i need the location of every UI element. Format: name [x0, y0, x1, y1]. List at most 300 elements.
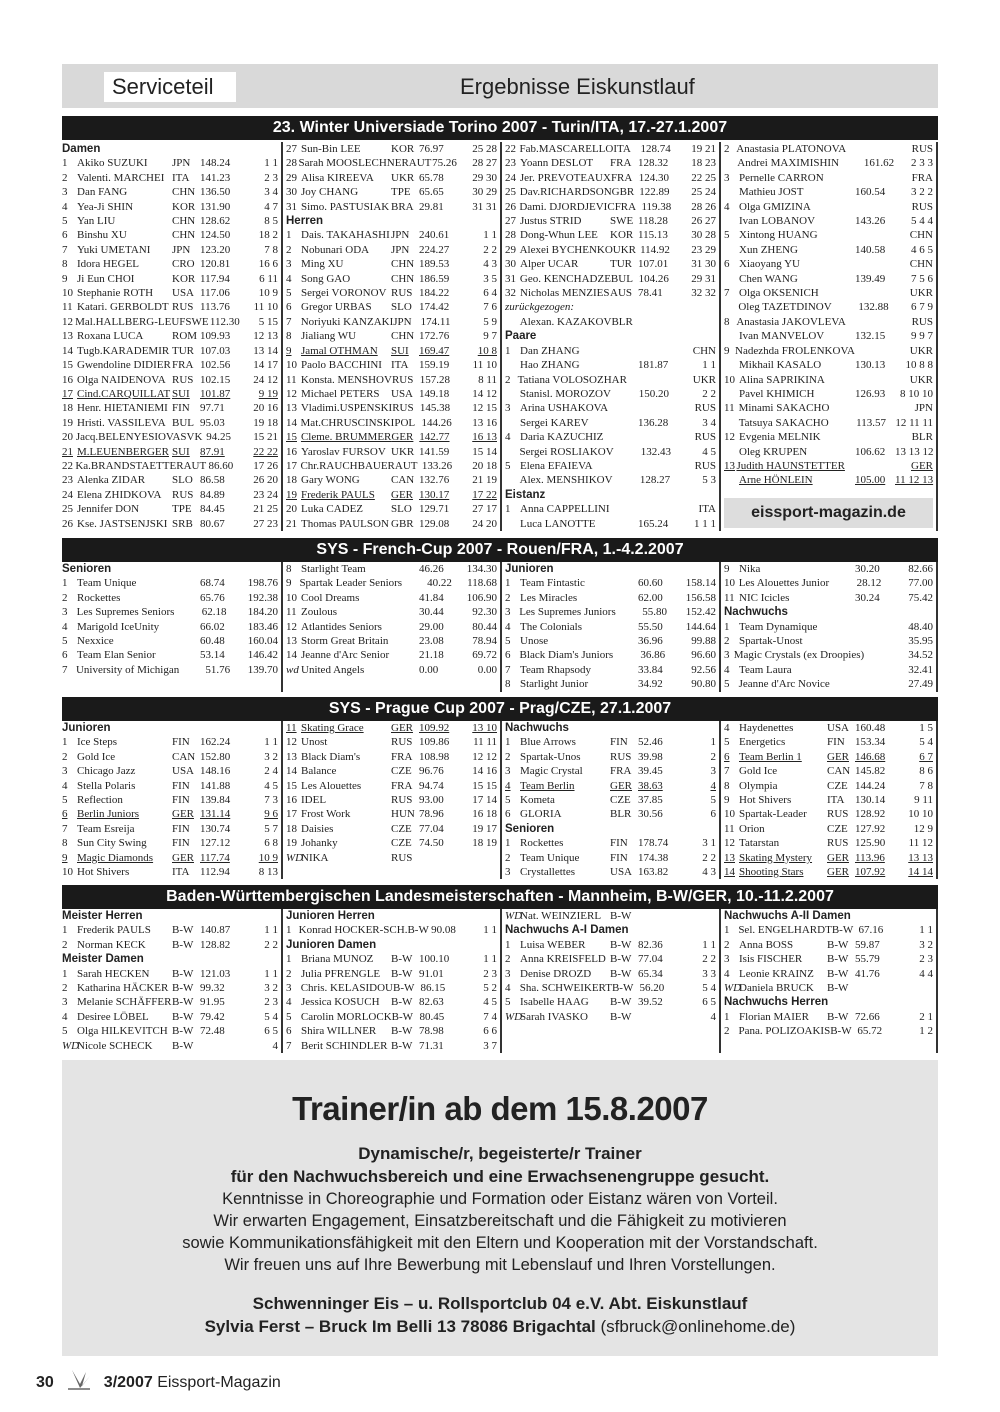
rank — [724, 358, 739, 372]
score: 41.84 — [419, 591, 444, 604]
score — [869, 315, 902, 329]
rank: 5 — [62, 1025, 68, 1038]
nation — [611, 387, 639, 401]
placings: 144.64 — [685, 620, 716, 633]
placings: 5 4 — [702, 982, 716, 995]
placings — [678, 909, 716, 923]
placings: 6 5 — [702, 996, 716, 1009]
score — [855, 286, 895, 300]
score: 132.76 — [419, 474, 450, 487]
placings: 3 2 — [264, 750, 278, 763]
name: Roxana LUCA — [77, 330, 144, 343]
placings: 3 2 — [919, 938, 933, 951]
score: 62.18 — [201, 606, 227, 619]
rank: 4 — [286, 996, 292, 1009]
result-row — [62, 620, 278, 634]
result-row — [724, 952, 933, 966]
issue: 3/2007 — [103, 1373, 153, 1391]
nation: SLO — [172, 474, 193, 487]
nation: FIN — [610, 837, 628, 850]
ad-contact: Sylvia Ferst – Bruck Im Belli 13 78086 Brigachtal — [204, 1317, 596, 1336]
nation: B-W — [391, 967, 413, 980]
name: Arne HÖNLEIN — [739, 474, 813, 487]
category-heading: Senioren — [62, 563, 112, 575]
score: 113.76 — [200, 301, 230, 314]
score: 129.08 — [419, 517, 450, 530]
result-row — [724, 750, 933, 764]
nation — [391, 648, 419, 662]
result-row — [505, 315, 716, 329]
results-column — [281, 142, 500, 531]
nation — [829, 576, 856, 590]
result-row — [505, 401, 716, 415]
name: Skating Grace — [301, 722, 364, 734]
rank: 3 — [62, 186, 68, 199]
score: 144.24 — [855, 779, 886, 792]
result-row — [62, 938, 278, 952]
name: Frost Work — [301, 808, 351, 821]
nation: B-W — [611, 982, 634, 995]
name: University of Michigan — [75, 663, 180, 676]
rank — [724, 329, 739, 343]
result-row — [62, 401, 278, 415]
name: Team Esreija — [77, 822, 135, 835]
score: 128.82 — [200, 938, 231, 951]
name: Anastasia JAKOVLEVA — [736, 315, 846, 328]
result-row — [286, 459, 497, 473]
placings: 6 8 — [264, 837, 278, 850]
name: Crystallettes — [520, 866, 575, 879]
rank: 20 — [286, 503, 297, 516]
nation: UKR — [612, 243, 637, 256]
name: Dong-Whun LEE — [520, 229, 598, 242]
score: 65.76 — [200, 591, 225, 604]
name: Jer. PREVOTEAUX — [519, 171, 611, 184]
nation: AUT — [408, 157, 432, 170]
name: Atlantides Seniors — [301, 620, 382, 633]
result-row — [505, 286, 716, 300]
nation: ITA — [172, 866, 190, 879]
score: 130.13 — [855, 359, 886, 372]
result-row — [724, 677, 933, 691]
rank: 2 — [62, 982, 68, 995]
score: 86.60 — [208, 459, 234, 472]
score: 162.24 — [200, 736, 231, 749]
name: Evgenia MELNIK — [739, 431, 821, 444]
name: Sarah IVASKO — [520, 1010, 588, 1023]
name: Les Alouettes — [301, 779, 362, 792]
placings: GER — [911, 459, 933, 472]
result-row — [286, 591, 497, 605]
nation: B-W — [610, 1010, 632, 1023]
rank: 4 — [62, 779, 68, 792]
nation: BUL — [172, 416, 194, 429]
nation — [610, 401, 638, 415]
result-row — [286, 663, 497, 677]
placings: 5 2 — [483, 982, 497, 995]
website-banner[interactable]: eissport-magazin.de — [724, 498, 933, 528]
score: 148.16 — [200, 765, 231, 778]
nation: ITA — [827, 794, 845, 807]
placings: 28 27 — [472, 157, 497, 170]
score: 65.34 — [638, 967, 663, 980]
nation: FRA — [610, 765, 632, 778]
score: 34.92 — [638, 678, 663, 691]
score: 80.67 — [200, 517, 225, 530]
nation: RUS — [391, 736, 413, 749]
placings: 29 30 — [472, 171, 497, 184]
name: Oleg TAZETDINOV — [738, 301, 832, 314]
result-row — [505, 995, 716, 1009]
result-row — [505, 851, 716, 865]
result-row — [286, 822, 497, 836]
nation: CHN — [391, 272, 415, 285]
score — [855, 430, 895, 444]
name: Pernelle CARRON — [739, 171, 824, 184]
result-row — [62, 865, 278, 879]
nation — [610, 459, 638, 473]
rank: 2 — [724, 143, 730, 155]
result-row — [286, 142, 497, 156]
score: 120.81 — [200, 258, 231, 271]
result-row — [724, 648, 933, 662]
category-heading: Junioren — [505, 563, 554, 575]
name: Storm Great Britain — [301, 635, 389, 648]
placings: 5 4 — [919, 736, 933, 749]
result-row — [724, 156, 933, 170]
placings: 3 5 — [483, 272, 497, 285]
nation: B-W — [172, 967, 194, 980]
result-row — [505, 952, 716, 966]
result-row — [62, 200, 278, 214]
score: 101.87 — [200, 387, 231, 400]
name: Magic Diamonds — [77, 851, 154, 864]
rank: WD — [724, 982, 742, 995]
name: Spartak-Unost — [739, 635, 803, 648]
placings: 17 26 — [253, 459, 278, 472]
result-row — [286, 995, 497, 1009]
result-row — [505, 865, 716, 879]
name: Nexxice — [77, 635, 114, 648]
rank: 17 — [286, 459, 297, 472]
result-row — [286, 807, 497, 821]
result-row — [724, 591, 933, 605]
result-row — [62, 488, 278, 502]
rank: 2 — [62, 591, 68, 604]
name: Nicole SCHECK — [77, 1039, 153, 1052]
result-row — [505, 967, 716, 981]
placings: RUS — [694, 402, 716, 415]
rank: 4 — [724, 663, 730, 676]
rank: 13 — [286, 635, 297, 648]
placings: 18 19 — [472, 837, 497, 850]
result-row — [724, 286, 933, 300]
rank: 18 — [62, 402, 73, 415]
result-row — [724, 851, 933, 865]
placings: 14 14 — [908, 866, 933, 879]
result-row — [724, 865, 933, 879]
placings: 99.88 — [691, 635, 716, 648]
nation — [610, 502, 638, 516]
name: Michael PETERS — [301, 387, 380, 400]
nation — [827, 214, 855, 228]
placings: 31 30 — [691, 258, 716, 271]
name: NIKA — [301, 851, 329, 864]
rank: 3 — [724, 649, 730, 662]
name: Sergei KAREV — [520, 416, 589, 429]
nation: B-W — [610, 938, 632, 951]
rank: 6 — [62, 649, 68, 662]
placings: 11 10 — [253, 301, 278, 314]
placings: 10 9 — [258, 851, 278, 864]
rank: 29 — [505, 243, 516, 256]
nation: RUS — [610, 750, 632, 763]
nation: TPE — [391, 186, 411, 199]
rank: WD — [505, 910, 523, 922]
nation: CHN — [172, 229, 196, 242]
placings: 11 12 13 — [895, 474, 934, 487]
result-row — [286, 576, 497, 590]
placings: UKR — [909, 344, 933, 357]
nation: RUS — [172, 488, 194, 501]
rank: 26 — [62, 517, 73, 530]
result-row — [505, 663, 716, 677]
name: Jeanne d'Arc Senior — [301, 649, 390, 662]
nation: POL — [394, 416, 416, 429]
score: 46.26 — [419, 563, 444, 575]
score: 152.80 — [200, 750, 231, 763]
score: 240.61 — [419, 229, 450, 242]
placings: 69.72 — [472, 649, 497, 662]
name: Dan FANG — [77, 186, 128, 199]
rank: 16 — [62, 373, 73, 386]
nation: BRA — [391, 200, 414, 213]
rank: 6 — [505, 649, 511, 662]
rank: 32 — [505, 287, 516, 300]
name: IDEL — [301, 794, 327, 807]
placings: 18 23 — [691, 157, 716, 170]
placings: 160.04 — [247, 635, 278, 648]
score: 174.38 — [638, 851, 669, 864]
name: Kse. JASTSENJSKI — [77, 517, 168, 530]
rank: 4 — [505, 431, 511, 444]
name: Olga OKSENICH — [739, 287, 819, 300]
name: Balance — [301, 765, 337, 778]
nation: B-W — [172, 938, 194, 951]
rank — [505, 315, 520, 329]
result-row — [286, 648, 497, 662]
name: Florian MAIER — [739, 1010, 809, 1023]
name: Daria KAZUCHIZ — [520, 431, 604, 444]
placings: 78.94 — [472, 635, 497, 648]
name: Orion — [739, 822, 765, 835]
score: 76.97 — [419, 143, 444, 155]
rank: 27 — [505, 215, 516, 228]
rank: 28 — [286, 157, 297, 170]
rank: 12 — [286, 620, 297, 633]
nation: UKR — [391, 171, 415, 184]
rank: 17 — [286, 808, 297, 821]
nation: BLR — [610, 808, 632, 821]
result-row — [62, 1010, 278, 1024]
placings: 198.76 — [247, 577, 278, 590]
nation — [610, 344, 638, 358]
score: 77.04 — [419, 822, 444, 835]
name: United Angels — [301, 663, 365, 676]
score: 59.87 — [855, 938, 880, 951]
name: Team Fintastic — [520, 577, 585, 590]
result-row — [724, 171, 933, 185]
nation — [391, 620, 419, 634]
rank: 14 — [62, 344, 73, 357]
nation: ITA — [172, 171, 190, 184]
rank: 13 — [286, 402, 297, 415]
placings: 24 12 — [253, 373, 278, 386]
result-row — [286, 605, 497, 619]
score: 178.74 — [638, 837, 669, 850]
result-row — [724, 243, 933, 257]
nation — [846, 142, 869, 156]
result-row — [62, 923, 278, 937]
placings: 16 6 — [258, 258, 278, 271]
nation — [391, 562, 419, 576]
placings: 1 1 — [264, 157, 278, 170]
score — [638, 430, 678, 444]
score: 95.03 — [200, 416, 225, 429]
result-row — [286, 401, 497, 415]
name: Shooting Stars — [739, 866, 804, 879]
rank: 5 — [62, 635, 68, 648]
name: Minami SAKACHO — [738, 402, 830, 415]
name: Unose — [520, 635, 549, 648]
results-column — [281, 909, 500, 1053]
rank: 2 — [286, 243, 292, 256]
result-row — [286, 1024, 497, 1038]
name: Team Unique — [77, 577, 137, 590]
nation: BLR — [611, 315, 633, 328]
placings: 2 2 — [483, 243, 497, 256]
placings: BLR — [911, 431, 933, 444]
placings: RUS — [911, 143, 934, 155]
placings: 15 21 — [253, 431, 278, 444]
results-section — [62, 142, 938, 531]
placings: 19 21 — [691, 143, 716, 155]
placings: RUS — [911, 315, 933, 328]
result-row — [505, 909, 716, 923]
score: 39.45 — [638, 765, 663, 778]
score: 133.26 — [421, 459, 453, 472]
name: Ice Steps — [77, 736, 118, 749]
placings: 2 3 — [483, 967, 497, 980]
result-row — [62, 576, 278, 590]
rank: 2 — [505, 851, 511, 864]
placings: 2 2 — [264, 938, 278, 951]
rank: 2 — [505, 373, 511, 386]
score: 37.85 — [638, 794, 663, 807]
score: 65.65 — [419, 186, 444, 199]
name: Nat. WEINZIERL — [520, 910, 602, 922]
name: Dan ZHANG — [520, 344, 580, 357]
score: 174.11 — [420, 315, 451, 328]
nation — [610, 416, 638, 430]
placings: 2 2 — [702, 851, 716, 864]
rank: 14 — [286, 416, 297, 429]
score — [855, 634, 895, 648]
score: 30.24 — [855, 591, 880, 604]
placings: 10 8 8 — [905, 359, 933, 372]
score: 105.00 — [855, 474, 886, 487]
rank: 1 — [505, 503, 511, 516]
score: 107.01 — [638, 258, 669, 271]
result-row — [505, 750, 716, 764]
results-column — [62, 909, 281, 1053]
result-row — [62, 967, 278, 981]
score: 40.22 — [427, 577, 452, 590]
rank: 7 — [724, 287, 730, 300]
name: Haydenettes — [739, 722, 794, 734]
placings: 8 13 — [258, 866, 278, 879]
result-row — [724, 272, 933, 286]
rank — [505, 416, 520, 430]
rank: 6 — [62, 808, 68, 821]
score: 189.53 — [419, 258, 450, 271]
score: 29.00 — [419, 620, 444, 633]
result-row — [724, 836, 933, 850]
score: 33.84 — [638, 663, 663, 676]
results-column — [62, 142, 281, 531]
name: Gary WONG — [301, 474, 360, 487]
result-row — [286, 243, 497, 257]
score: 109.92 — [419, 722, 450, 734]
name: Cind.CARQUILLAT — [77, 387, 171, 400]
result-row — [286, 502, 497, 516]
score: 86.15 — [420, 982, 446, 995]
rank: 2 — [724, 1025, 730, 1038]
magazine-name: Eissport-Magazin — [157, 1373, 281, 1391]
nation: FRA — [610, 171, 633, 184]
score — [855, 663, 895, 677]
ad-email[interactable]: (sfbruck@onlinehome.de) — [600, 1317, 796, 1336]
rank: 22 — [505, 143, 516, 155]
nation: RUS — [391, 287, 413, 300]
nation: CZE — [827, 822, 848, 835]
result-row — [724, 228, 933, 242]
placings: 15 15 — [472, 779, 497, 792]
rank: 1 — [62, 577, 68, 590]
score: 107.92 — [855, 866, 886, 879]
placings: 34.52 — [908, 649, 933, 662]
result-row — [286, 416, 497, 430]
placings: 2 — [710, 750, 716, 763]
placings: 7 5 6 — [911, 272, 933, 285]
score: 122.89 — [639, 186, 670, 199]
rank: 7 — [724, 765, 730, 778]
result-row — [505, 938, 716, 952]
score: 121.03 — [200, 967, 231, 980]
rank: 10 — [62, 866, 73, 879]
nation: USA — [172, 287, 195, 300]
score: 118.28 — [638, 215, 668, 228]
rank: 6 — [286, 301, 292, 314]
score — [638, 459, 678, 473]
name: Jeanne d'Arc Novice — [738, 678, 830, 691]
score: 142.77 — [419, 431, 450, 444]
nation — [827, 663, 855, 677]
name: Chr.RAUCHBAUER — [300, 459, 395, 472]
score: 108.98 — [419, 750, 450, 763]
score: 99.32 — [200, 982, 225, 995]
nation — [832, 300, 859, 314]
